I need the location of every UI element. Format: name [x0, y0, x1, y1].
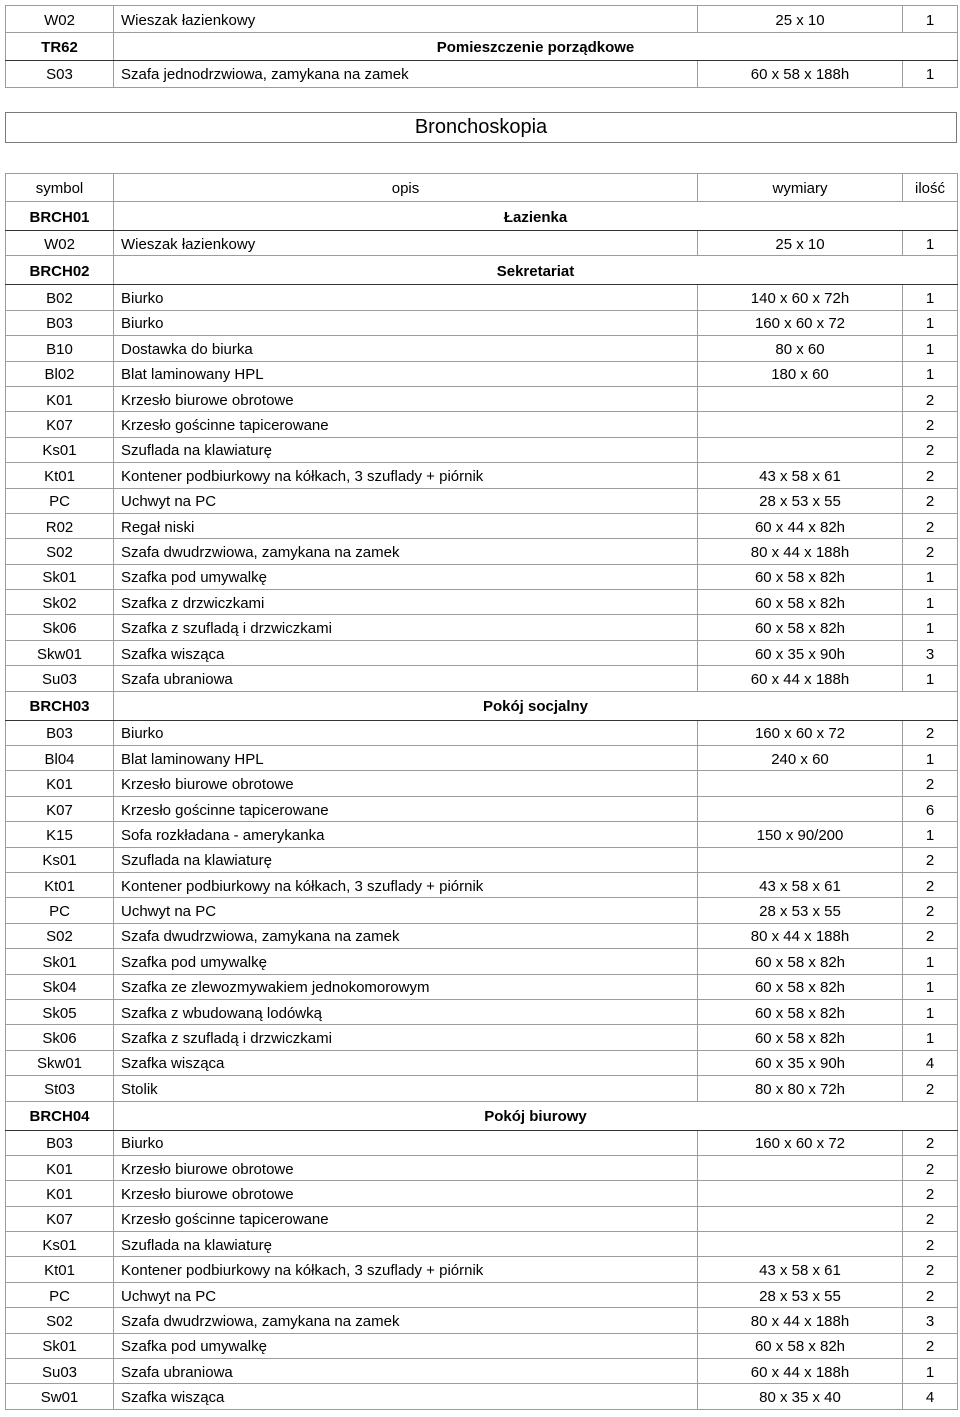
table-row	[6, 231, 958, 256]
quantity-cell: 2	[903, 1257, 958, 1282]
dimensions-cell: 60 x 44 x 188h	[698, 1359, 903, 1384]
dimensions-cell	[698, 1181, 903, 1206]
description-cell: Szafa dwudrzwiowa, zamykana na zamek	[114, 923, 698, 948]
quantity-cell: 2	[903, 1155, 958, 1180]
description-cell: Krzesło gościnne tapicerowane	[114, 796, 698, 821]
description-cell: Szuflada na klawiaturę	[114, 437, 698, 462]
symbol-cell: Su03	[6, 666, 114, 691]
quantity-cell: 1	[903, 974, 958, 999]
quantity-cell: 2	[903, 412, 958, 437]
description-cell: Sofa rozkładana - amerykanka	[114, 822, 698, 847]
description-cell: Szafka z drzwiczkami	[114, 590, 698, 615]
description-cell: Szafa jednodrzwiowa, zamykana na zamek	[114, 60, 698, 87]
description-cell: Szafka z szufladą i drzwiczkami	[114, 1025, 698, 1050]
dimensions-cell: 28 x 53 x 55	[698, 1282, 903, 1307]
symbol-cell: W02	[6, 231, 114, 256]
table-row	[6, 6, 958, 33]
quantity-cell: 1	[903, 6, 958, 33]
table-row	[6, 1076, 958, 1101]
symbol-cell: B03	[6, 310, 114, 335]
table-row	[6, 1155, 958, 1180]
symbol-cell: Sk01	[6, 1333, 114, 1358]
description-cell: Krzesło gościnne tapicerowane	[114, 1206, 698, 1231]
quantity-cell: 1	[903, 590, 958, 615]
symbol-cell: Sw01	[6, 1384, 114, 1409]
quantity-cell: 4	[903, 1050, 958, 1075]
table-row	[6, 1050, 958, 1075]
symbol-cell: Kt01	[6, 872, 114, 897]
quantity-cell: 2	[903, 1333, 958, 1358]
dimensions-cell	[698, 796, 903, 821]
description-cell: Szafka pod umywalkę	[114, 564, 698, 589]
table-row	[6, 949, 958, 974]
symbol-cell: K01	[6, 1181, 114, 1206]
dimensions-cell: 80 x 44 x 188h	[698, 539, 903, 564]
table-row	[6, 640, 958, 665]
quantity-cell: 1	[903, 361, 958, 386]
quantity-cell: 1	[903, 1359, 958, 1384]
department-title: Bronchoskopia	[5, 112, 957, 143]
dimensions-cell: 28 x 53 x 55	[698, 488, 903, 513]
description-cell: Szafa dwudrzwiowa, zamykana na zamek	[114, 539, 698, 564]
symbol-cell: Skw01	[6, 1050, 114, 1075]
table-row	[6, 336, 958, 361]
quantity-cell: 1	[903, 60, 958, 87]
symbol-cell: K07	[6, 1206, 114, 1231]
section-row	[6, 1101, 958, 1130]
description-cell: Krzesło biurowe obrotowe	[114, 1155, 698, 1180]
description-cell: Szafka pod umywalkę	[114, 949, 698, 974]
description-cell: Szafka wisząca	[114, 1384, 698, 1409]
symbol-cell: B10	[6, 336, 114, 361]
header-quantity: ilość	[903, 174, 958, 202]
table-row	[6, 923, 958, 948]
table-row	[6, 1257, 958, 1282]
dimensions-cell: 25 x 10	[698, 6, 903, 33]
table-row	[6, 590, 958, 615]
dimensions-cell: 160 x 60 x 72	[698, 310, 903, 335]
dimensions-cell: 43 x 58 x 61	[698, 1257, 903, 1282]
dimensions-cell: 80 x 80 x 72h	[698, 1076, 903, 1101]
section-row	[6, 202, 958, 231]
table-row	[6, 847, 958, 872]
symbol-cell: K01	[6, 1155, 114, 1180]
dimensions-cell: 140 x 60 x 72h	[698, 285, 903, 310]
quantity-cell: 2	[903, 1206, 958, 1231]
table-row	[6, 285, 958, 310]
symbol-cell: PC	[6, 488, 114, 513]
quantity-cell: 3	[903, 1308, 958, 1333]
table-row	[6, 412, 958, 437]
dimensions-cell: 60 x 58 x 188h	[698, 60, 903, 87]
dimensions-cell	[698, 1206, 903, 1231]
description-cell: Uchwyt na PC	[114, 898, 698, 923]
symbol-cell: Ks01	[6, 437, 114, 462]
table-row	[6, 564, 958, 589]
header-row	[6, 174, 958, 202]
main-table	[5, 173, 958, 1410]
section-title: Pokój socjalny	[114, 691, 958, 720]
dimensions-cell: 43 x 58 x 61	[698, 872, 903, 897]
table-row	[6, 974, 958, 999]
symbol-cell: K07	[6, 412, 114, 437]
table-row	[6, 822, 958, 847]
dimensions-cell: 60 x 58 x 82h	[698, 949, 903, 974]
symbol-cell: Sk06	[6, 615, 114, 640]
description-cell: Krzesło biurowe obrotowe	[114, 386, 698, 411]
quantity-cell: 2	[903, 539, 958, 564]
symbol-cell: S02	[6, 1308, 114, 1333]
quantity-cell: 2	[903, 488, 958, 513]
description-cell: Uchwyt na PC	[114, 488, 698, 513]
dimensions-cell: 180 x 60	[698, 361, 903, 386]
dimensions-cell	[698, 847, 903, 872]
top-table	[5, 5, 958, 88]
symbol-cell: Su03	[6, 1359, 114, 1384]
table-row	[6, 1181, 958, 1206]
description-cell: Krzesło biurowe obrotowe	[114, 1181, 698, 1206]
table-row	[6, 898, 958, 923]
symbol-cell: Kt01	[6, 1257, 114, 1282]
quantity-cell: 2	[903, 463, 958, 488]
dimensions-cell: 60 x 58 x 82h	[698, 615, 903, 640]
dimensions-cell	[698, 771, 903, 796]
section-row	[6, 33, 958, 60]
section-code: BRCH02	[6, 256, 114, 285]
quantity-cell: 2	[903, 898, 958, 923]
quantity-cell: 1	[903, 310, 958, 335]
quantity-cell: 1	[903, 336, 958, 361]
dimensions-cell: 150 x 90/200	[698, 822, 903, 847]
dimensions-cell	[698, 437, 903, 462]
top-table-body	[6, 6, 958, 88]
quantity-cell: 2	[903, 847, 958, 872]
section-title: Sekretariat	[114, 256, 958, 285]
dimensions-cell: 60 x 35 x 90h	[698, 1050, 903, 1075]
quantity-cell: 3	[903, 640, 958, 665]
dimensions-cell: 60 x 44 x 188h	[698, 666, 903, 691]
table-row	[6, 60, 958, 87]
quantity-cell: 1	[903, 999, 958, 1024]
description-cell: Uchwyt na PC	[114, 1282, 698, 1307]
symbol-cell: Sk01	[6, 949, 114, 974]
symbol-cell: W02	[6, 6, 114, 33]
dimensions-cell: 240 x 60	[698, 746, 903, 771]
table-row	[6, 463, 958, 488]
description-cell: Szuflada na klawiaturę	[114, 847, 698, 872]
dimensions-cell	[698, 412, 903, 437]
table-row	[6, 1359, 958, 1384]
description-cell: Szafa dwudrzwiowa, zamykana na zamek	[114, 1308, 698, 1333]
table-row	[6, 720, 958, 745]
quantity-cell: 2	[903, 1232, 958, 1257]
quantity-cell: 2	[903, 771, 958, 796]
table-row	[6, 615, 958, 640]
header-symbol: symbol	[6, 174, 114, 202]
quantity-cell: 1	[903, 564, 958, 589]
quantity-cell: 2	[903, 437, 958, 462]
quantity-cell: 1	[903, 949, 958, 974]
description-cell: Krzesło biurowe obrotowe	[114, 771, 698, 796]
table-row	[6, 1384, 958, 1409]
quantity-cell: 6	[903, 796, 958, 821]
table-row	[6, 488, 958, 513]
dimensions-cell: 80 x 44 x 188h	[698, 1308, 903, 1333]
table-row	[6, 437, 958, 462]
section-code: TR62	[6, 33, 114, 60]
table-row	[6, 872, 958, 897]
symbol-cell: Skw01	[6, 640, 114, 665]
section-code: BRCH01	[6, 202, 114, 231]
description-cell: Wieszak łazienkowy	[114, 6, 698, 33]
description-cell: Szafa ubraniowa	[114, 666, 698, 691]
table-row	[6, 361, 958, 386]
dimensions-cell	[698, 1155, 903, 1180]
symbol-cell: K01	[6, 771, 114, 796]
quantity-cell: 2	[903, 1076, 958, 1101]
quantity-cell: 1	[903, 231, 958, 256]
description-cell: Wieszak łazienkowy	[114, 231, 698, 256]
dimensions-cell: 60 x 35 x 90h	[698, 640, 903, 665]
symbol-cell: St03	[6, 1076, 114, 1101]
symbol-cell: Sk05	[6, 999, 114, 1024]
dimensions-cell: 60 x 58 x 82h	[698, 999, 903, 1024]
section-row	[6, 256, 958, 285]
description-cell: Regał niski	[114, 513, 698, 538]
section-title: Pomieszczenie porządkowe	[114, 33, 958, 60]
quantity-cell: 4	[903, 1384, 958, 1409]
quantity-cell: 1	[903, 285, 958, 310]
dimensions-cell: 60 x 44 x 82h	[698, 513, 903, 538]
section-title: Łazienka	[114, 202, 958, 231]
symbol-cell: K01	[6, 386, 114, 411]
dimensions-cell: 25 x 10	[698, 231, 903, 256]
dimensions-cell: 43 x 58 x 61	[698, 463, 903, 488]
quantity-cell: 1	[903, 666, 958, 691]
quantity-cell: 2	[903, 923, 958, 948]
table-row	[6, 1025, 958, 1050]
dimensions-cell: 60 x 58 x 82h	[698, 590, 903, 615]
section-row	[6, 691, 958, 720]
quantity-cell: 2	[903, 1130, 958, 1155]
table-row	[6, 310, 958, 335]
dimensions-cell: 60 x 58 x 82h	[698, 974, 903, 999]
table-row	[6, 1130, 958, 1155]
symbol-cell: R02	[6, 513, 114, 538]
symbol-cell: S03	[6, 60, 114, 87]
symbol-cell: B02	[6, 285, 114, 310]
symbol-cell: PC	[6, 898, 114, 923]
table-row	[6, 1308, 958, 1333]
table-row	[6, 1206, 958, 1231]
symbol-cell: Bl02	[6, 361, 114, 386]
description-cell: Blat laminowany HPL	[114, 746, 698, 771]
quantity-cell: 1	[903, 822, 958, 847]
table-row	[6, 1282, 958, 1307]
description-cell: Szafka ze zlewozmywakiem jednokomorowym	[114, 974, 698, 999]
symbol-cell: S02	[6, 539, 114, 564]
dimensions-cell: 60 x 58 x 82h	[698, 564, 903, 589]
symbol-cell: K15	[6, 822, 114, 847]
table-row	[6, 1232, 958, 1257]
symbol-cell: PC	[6, 1282, 114, 1307]
description-cell: Szafka z szufladą i drzwiczkami	[114, 615, 698, 640]
header-dimensions: wymiary	[698, 174, 903, 202]
dimensions-cell: 160 x 60 x 72	[698, 720, 903, 745]
table-row	[6, 666, 958, 691]
description-cell: Krzesło gościnne tapicerowane	[114, 412, 698, 437]
description-cell: Biurko	[114, 310, 698, 335]
dimensions-cell	[698, 1232, 903, 1257]
quantity-cell: 2	[903, 1181, 958, 1206]
description-cell: Szuflada na klawiaturę	[114, 1232, 698, 1257]
dimensions-cell: 80 x 35 x 40	[698, 1384, 903, 1409]
table-row	[6, 513, 958, 538]
quantity-cell: 1	[903, 746, 958, 771]
dimensions-cell: 160 x 60 x 72	[698, 1130, 903, 1155]
description-cell: Szafka wisząca	[114, 640, 698, 665]
description-cell: Blat laminowany HPL	[114, 361, 698, 386]
dimensions-cell: 60 x 58 x 82h	[698, 1025, 903, 1050]
quantity-cell: 2	[903, 720, 958, 745]
description-cell: Biurko	[114, 1130, 698, 1155]
section-code: BRCH03	[6, 691, 114, 720]
table-row	[6, 999, 958, 1024]
description-cell: Biurko	[114, 720, 698, 745]
dimensions-cell: 60 x 58 x 82h	[698, 1333, 903, 1358]
dimensions-cell	[698, 386, 903, 411]
symbol-cell: Bl04	[6, 746, 114, 771]
symbol-cell: Sk01	[6, 564, 114, 589]
dimensions-cell: 80 x 60	[698, 336, 903, 361]
description-cell: Szafka pod umywalkę	[114, 1333, 698, 1358]
main-table-body	[6, 174, 958, 1410]
symbol-cell: Sk06	[6, 1025, 114, 1050]
symbol-cell: Kt01	[6, 463, 114, 488]
quantity-cell: 1	[903, 615, 958, 640]
quantity-cell: 2	[903, 513, 958, 538]
symbol-cell: B03	[6, 720, 114, 745]
header-description: opis	[114, 174, 698, 202]
description-cell: Dostawka do biurka	[114, 336, 698, 361]
quantity-cell: 2	[903, 872, 958, 897]
table-row	[6, 386, 958, 411]
table-row	[6, 746, 958, 771]
symbol-cell: Ks01	[6, 847, 114, 872]
symbol-cell: B03	[6, 1130, 114, 1155]
symbol-cell: Sk02	[6, 590, 114, 615]
description-cell: Kontener podbiurkowy na kółkach, 3 szuflady + piórnik	[114, 872, 698, 897]
symbol-cell: Ks01	[6, 1232, 114, 1257]
description-cell: Kontener podbiurkowy na kółkach, 3 szuflady + piórnik	[114, 463, 698, 488]
description-cell: Biurko	[114, 285, 698, 310]
description-cell: Szafa ubraniowa	[114, 1359, 698, 1384]
symbol-cell: Sk04	[6, 974, 114, 999]
symbol-cell: S02	[6, 923, 114, 948]
description-cell: Kontener podbiurkowy na kółkach, 3 szuflady + piórnik	[114, 1257, 698, 1282]
quantity-cell: 1	[903, 1025, 958, 1050]
section-title: Pokój biurowy	[114, 1101, 958, 1130]
quantity-cell: 2	[903, 386, 958, 411]
description-cell: Szafka z wbudowaną lodówką	[114, 999, 698, 1024]
symbol-cell: K07	[6, 796, 114, 821]
table-row	[6, 1333, 958, 1358]
table-row	[6, 771, 958, 796]
description-cell: Stolik	[114, 1076, 698, 1101]
table-row	[6, 796, 958, 821]
dimensions-cell: 80 x 44 x 188h	[698, 923, 903, 948]
dimensions-cell: 28 x 53 x 55	[698, 898, 903, 923]
description-cell: Szafka wisząca	[114, 1050, 698, 1075]
section-code: BRCH04	[6, 1101, 114, 1130]
table-row	[6, 539, 958, 564]
quantity-cell: 2	[903, 1282, 958, 1307]
